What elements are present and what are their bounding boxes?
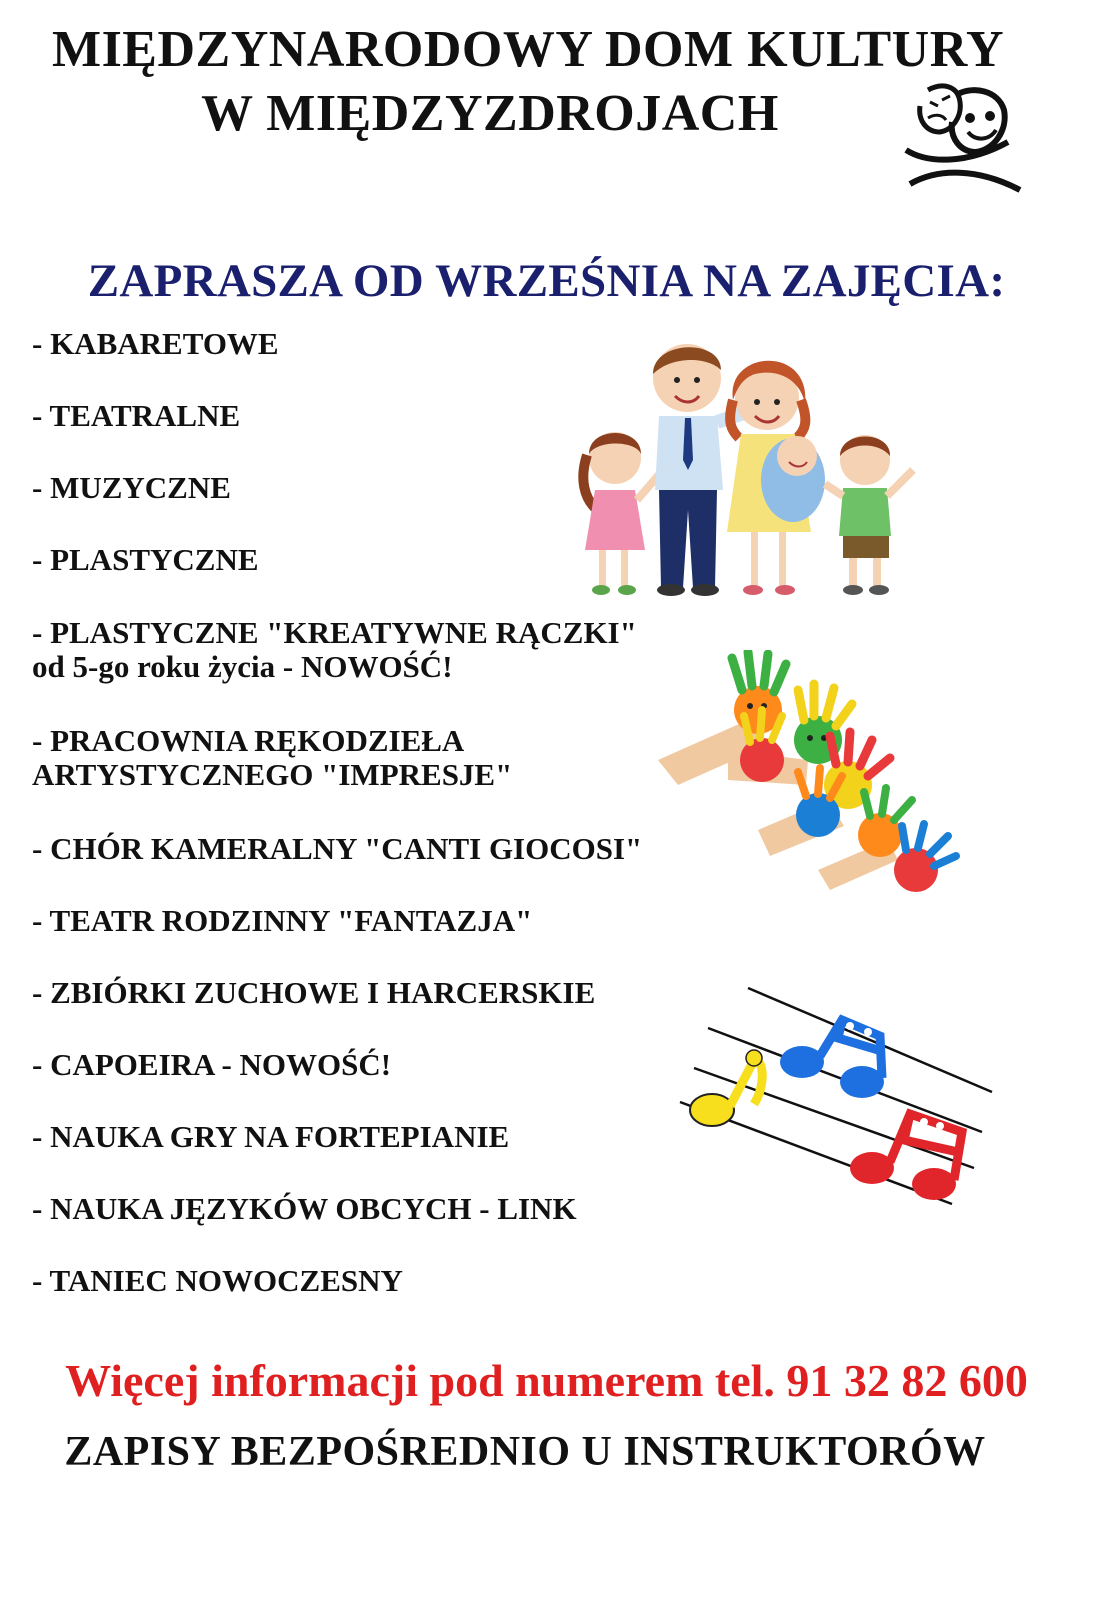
list-item <box>32 976 595 1010</box>
list-item <box>32 724 512 792</box>
painted-hands-illustration <box>658 650 963 915</box>
list-item-text: - MUZYCZNE <box>32 470 231 505</box>
list-item-text: - PLASTYCZNE "KREATYWNE RĄCZKI" <box>32 615 637 650</box>
list-item <box>32 832 642 866</box>
list-item <box>32 1192 577 1226</box>
list-item <box>32 327 279 361</box>
list-item-text: - ZBIÓRKI ZUCHOWE I HARCERSKIE <box>32 975 596 1010</box>
list-item-text: - TEATR RODZINNY "FANTAZJA" <box>32 903 533 938</box>
list-item-text: - CAPOEIRA - NOWOŚĆ! <box>32 1047 392 1082</box>
list-item <box>32 399 240 433</box>
list-item <box>32 1120 509 1154</box>
list-item-text: - NAUKA GRY NA FORTEPIANIE <box>32 1119 510 1154</box>
enrollment-info: ZAPISY BEZPOŚREDNIO U INSTRUKTORÓW <box>64 1429 986 1475</box>
contact-info: Więcej informacji pod numerem tel. 91 32 82 600 <box>65 1355 1028 1406</box>
music-notes-illustration <box>672 982 1002 1212</box>
list-item-text: - TANIEC NOWOCZESNY <box>32 1263 403 1298</box>
list-item <box>32 471 231 505</box>
header-title-line2: W MIĘDZYZDROJACH <box>201 85 779 142</box>
list-item <box>32 1048 391 1082</box>
subtitle: ZAPRASZA OD WRZEŚNIA NA ZAJĘCIA: <box>87 255 1006 307</box>
list-item-text: - KABARETOWE <box>32 326 279 361</box>
list-item-text: - NAUKA JĘZYKÓW OBCYCH - LINK <box>32 1191 577 1226</box>
list-item-text: - TEATRALNE <box>32 398 241 433</box>
list-item-text: - PRACOWNIA RĘKODZIEŁA <box>32 723 465 758</box>
list-item <box>32 543 259 577</box>
header-title-line1: MIĘDZYNARODOWY DOM KULTURY <box>51 21 1005 78</box>
list-item-subtext: ARTYSTYCZNEGO "IMPRESJE" <box>32 757 513 792</box>
list-item-subtext: od 5-go roku życia - NOWOŚĆ! <box>32 649 453 684</box>
family-illustration <box>575 330 925 610</box>
list-item <box>32 904 532 938</box>
list-item <box>32 616 637 684</box>
list-item-text: - PLASTYCZNE <box>32 542 259 577</box>
list-item <box>32 1264 403 1298</box>
list-item-text: - CHÓR KAMERALNY "CANTI GIOCOSI" <box>32 831 643 866</box>
theatre-masks-icon <box>898 72 1028 197</box>
